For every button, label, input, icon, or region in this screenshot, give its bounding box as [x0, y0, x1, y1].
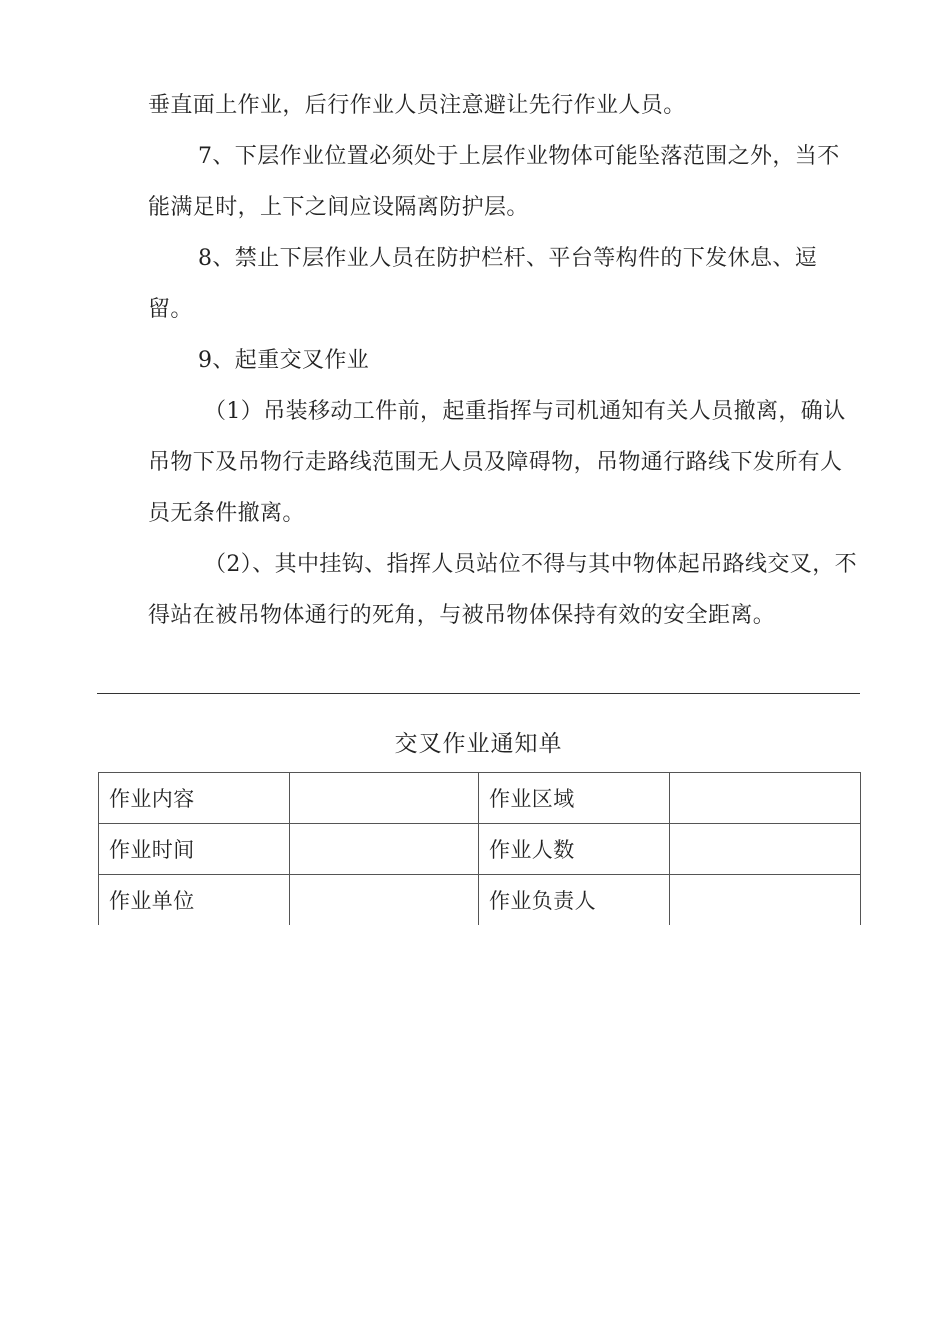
field-value-work-time[interactable]	[290, 824, 479, 875]
field-label-person-in-charge: 作业负责人	[479, 875, 670, 926]
field-label-work-unit: 作业单位	[99, 875, 290, 926]
field-label-work-area: 作业区域	[479, 773, 670, 824]
paragraph-sub-1: （1）吊装移动工件前，起重指挥与司机通知有关人员撤离，确认吊物下及吊物行走路线范围无人员及障碍物，吊物通行路线下发所有人员无条件撤离。	[148, 399, 846, 526]
notice-form-table	[98, 772, 861, 925]
paragraph-item-9-heading: 9、起重交叉作业	[198, 348, 370, 373]
field-label-headcount: 作业人数	[479, 824, 670, 875]
field-value-headcount[interactable]	[670, 824, 861, 875]
table-row	[99, 875, 861, 926]
paragraph-continuation: 垂直面上作业，后行作业人员注意避让先行作业人员。	[148, 93, 686, 118]
paragraph-item-7: 7、下层作业位置必须处于上层作业物体可能坠落范围之外，当不能满足时，上下之间应设隔离防护层。	[148, 144, 840, 220]
field-value-work-content[interactable]	[290, 773, 479, 824]
paragraph-item-8: 8、禁止下层作业人员在防护栏杆、平台等构件的下发休息、逗留。	[148, 246, 818, 322]
field-value-person-in-charge[interactable]	[670, 875, 861, 926]
field-label-work-time: 作业时间	[99, 824, 290, 875]
form-title: 交叉作业通知单	[394, 731, 563, 757]
table-row	[99, 824, 861, 875]
field-value-work-unit[interactable]	[290, 875, 479, 926]
field-label-work-content: 作业内容	[99, 773, 290, 824]
body-text	[148, 80, 860, 641]
section-divider	[97, 693, 860, 694]
table-row	[99, 773, 861, 824]
paragraph-sub-2: （2）、其中挂钩、指挥人员站位不得与其中物体起吊路线交叉，不得站在被吊物体通行的死角，与被吊物体保持有效的安全距离。	[148, 552, 857, 628]
field-value-work-area[interactable]	[670, 773, 861, 824]
